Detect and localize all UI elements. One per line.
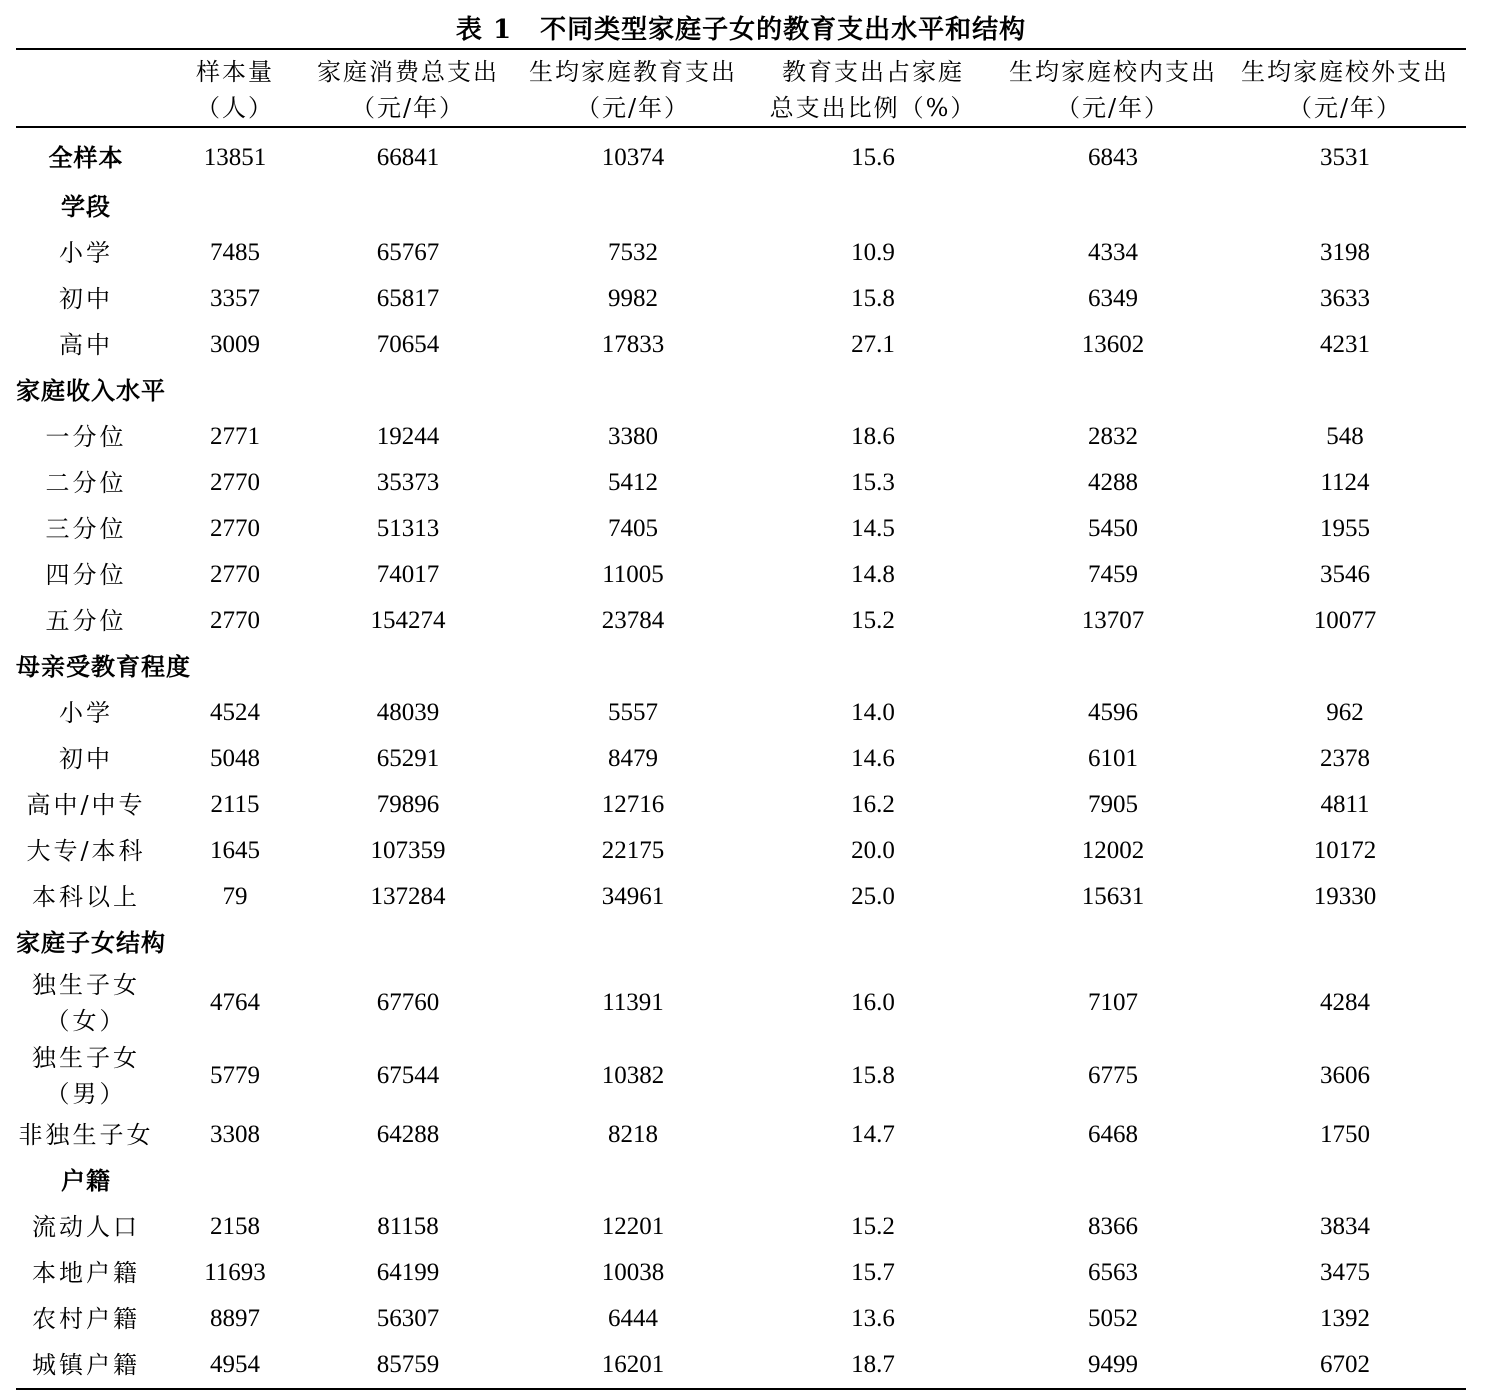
cell-education-expenditure: 10382 — [601, 1061, 665, 1089]
row-label — [16, 966, 176, 1039]
cell-in-school-expenditure: 2832 — [1088, 423, 1138, 450]
header-sample-size: 样本量 （人） — [176, 49, 294, 127]
cell-sample-size: 11693 — [204, 1259, 266, 1286]
cell-out-of-school-expenditure: 3475 — [1320, 1259, 1370, 1286]
cell-total-consumption: 70654 — [376, 331, 440, 358]
table-row — [16, 127, 1466, 184]
cell-education-share: 15.2 — [851, 607, 895, 634]
cell-education-share: 15.8 — [851, 1061, 895, 1089]
cell-education-share: 10.9 — [851, 239, 895, 266]
row-label: 小学 — [59, 239, 113, 267]
table-row — [16, 966, 1466, 1039]
header-education-expenditure: 生均家庭教育支出 （元/年） — [522, 49, 744, 127]
cell-education-expenditure: 34961 — [601, 883, 665, 910]
cell-education-share: 20.0 — [851, 837, 895, 864]
cell-total-consumption — [294, 368, 522, 414]
table-row — [16, 506, 1466, 552]
cell-education-share: 15.8 — [851, 285, 895, 312]
cell-education-share: 14.5 — [851, 515, 895, 542]
cell-total-consumption: 65767 — [376, 239, 440, 266]
cell-out-of-school-expenditure: 3834 — [1320, 1213, 1370, 1240]
cell-total-consumption: 64199 — [376, 1259, 440, 1286]
cell-in-school-expenditure: 4596 — [1088, 699, 1138, 726]
cell-total-consumption: 79896 — [376, 791, 440, 818]
cell-total-consumption: 67760 — [376, 988, 440, 1016]
cell-education-share: 13.6 — [851, 1305, 895, 1332]
cell-out-of-school-expenditure: 1392 — [1320, 1305, 1370, 1332]
cell-total-consumption: 19244 — [376, 423, 440, 450]
cell-out-of-school-expenditure: 10077 — [1313, 607, 1377, 634]
cell-in-school-expenditure: 8366 — [1088, 1213, 1138, 1240]
cell-total-consumption: 85759 — [376, 1351, 440, 1378]
header-education-share: 教育支出占家庭 总支出比例（%） — [744, 49, 1002, 127]
cell-education-share: 14.6 — [851, 745, 895, 772]
header-in-school-expenditure: 生均家庭校内支出 （元/年） — [1002, 49, 1224, 127]
section-label: 母亲受教育程度 — [16, 652, 191, 681]
table-row — [16, 874, 1466, 920]
cell-total-consumption: 66841 — [376, 144, 440, 171]
cell-education-share: 16.0 — [851, 988, 895, 1016]
cell-out-of-school-expenditure: 1124 — [1320, 469, 1370, 496]
row-label: 小学 — [59, 699, 113, 727]
cell-sample-size: 4524 — [210, 699, 260, 726]
cell-total-consumption: 81158 — [377, 1213, 439, 1240]
cell-education-expenditure: 7405 — [608, 515, 658, 542]
cell-total-consumption: 67544 — [376, 1061, 440, 1089]
cell-out-of-school-expenditure — [1224, 920, 1466, 966]
cell-education-share: 15.3 — [851, 469, 895, 496]
cell-education-expenditure: 8479 — [608, 745, 658, 772]
table-row — [16, 690, 1466, 736]
cell-total-consumption — [294, 184, 522, 230]
cell-total-consumption: 35373 — [376, 469, 440, 496]
cell-education-share: 18.7 — [851, 1351, 895, 1378]
cell-sample-size — [176, 368, 294, 414]
cell-education-expenditure — [522, 368, 744, 414]
cell-in-school-expenditure: 6468 — [1088, 1121, 1138, 1148]
cell-education-expenditure: 7532 — [608, 239, 658, 266]
section-label: 学段 — [61, 192, 111, 221]
section-label: 家庭子女结构 — [16, 928, 166, 957]
header-total-consumption: 家庭消费总支出 （元/年） — [294, 49, 522, 127]
row-label: 三分位 — [45, 515, 127, 543]
cell-total-consumption: 64288 — [376, 1121, 440, 1148]
row-label: 初中 — [59, 745, 113, 773]
cell-in-school-expenditure: 6563 — [1088, 1259, 1138, 1286]
row-label: 非独生子女 — [18, 1121, 154, 1149]
row-label-line: （男） — [45, 1079, 127, 1108]
cell-out-of-school-expenditure — [1224, 184, 1466, 230]
cell-sample-size: 2770 — [210, 469, 260, 496]
cell-out-of-school-expenditure: 3633 — [1320, 285, 1370, 312]
cell-education-expenditure: 23784 — [601, 607, 665, 634]
cell-total-consumption: 51313 — [376, 515, 440, 542]
cell-education-expenditure: 6444 — [608, 1305, 658, 1332]
cell-sample-size: 2770 — [210, 515, 260, 542]
cell-sample-size: 8897 — [210, 1305, 260, 1332]
row-label: 初中 — [59, 285, 113, 313]
cell-sample-size: 4764 — [210, 988, 260, 1016]
cell-sample-size — [176, 644, 294, 690]
row-label: 城镇户籍 — [32, 1351, 140, 1379]
cell-education-share — [744, 644, 1002, 690]
cell-out-of-school-expenditure: 2378 — [1320, 745, 1370, 772]
cell-total-consumption — [294, 920, 522, 966]
cell-education-share: 27.1 — [851, 331, 895, 358]
cell-total-consumption: 74017 — [376, 561, 440, 588]
cell-out-of-school-expenditure: 3546 — [1320, 561, 1370, 588]
table-row — [16, 736, 1466, 782]
cell-out-of-school-expenditure: 19330 — [1313, 883, 1377, 910]
table-row — [16, 1342, 1466, 1389]
cell-education-expenditure: 12201 — [601, 1213, 665, 1240]
cell-out-of-school-expenditure: 3606 — [1320, 1061, 1370, 1089]
cell-out-of-school-expenditure: 6702 — [1320, 1351, 1370, 1378]
cell-total-consumption: 137284 — [370, 883, 446, 910]
cell-education-share: 15.6 — [851, 144, 895, 171]
cell-total-consumption — [294, 644, 522, 690]
cell-education-expenditure — [522, 184, 744, 230]
cell-education-expenditure: 10374 — [601, 144, 665, 171]
row-label-line: （女） — [45, 1006, 127, 1035]
cell-in-school-expenditure: 5052 — [1088, 1305, 1138, 1332]
cell-education-share: 14.0 — [851, 699, 895, 726]
cell-in-school-expenditure: 6349 — [1088, 285, 1138, 312]
table-row — [16, 1250, 1466, 1296]
cell-education-expenditure: 10038 — [601, 1259, 665, 1286]
cell-sample-size: 3308 — [210, 1121, 260, 1148]
row-label: 高中 — [59, 331, 113, 359]
cell-in-school-expenditure: 5450 — [1088, 515, 1138, 542]
cell-in-school-expenditure: 6101 — [1088, 745, 1138, 772]
table-row — [16, 598, 1466, 644]
cell-in-school-expenditure: 7107 — [1088, 988, 1138, 1016]
row-label: 大专/本科 — [26, 837, 146, 865]
section-row — [16, 184, 1466, 230]
section-row — [16, 644, 1466, 690]
section-row — [16, 920, 1466, 966]
table-row — [16, 1039, 1466, 1112]
cell-education-share: 14.8 — [851, 561, 895, 588]
row-label: 四分位 — [45, 561, 127, 589]
cell-out-of-school-expenditure: 1750 — [1320, 1121, 1370, 1148]
cell-education-expenditure: 5557 — [608, 699, 658, 726]
cell-education-expenditure: 11391 — [602, 988, 664, 1016]
row-label: 二分位 — [45, 469, 127, 497]
cell-education-expenditure — [522, 1158, 744, 1204]
cell-out-of-school-expenditure: 4811 — [1320, 791, 1370, 818]
cell-in-school-expenditure: 4288 — [1088, 469, 1138, 496]
cell-education-expenditure: 17833 — [601, 331, 665, 358]
cell-sample-size — [176, 184, 294, 230]
row-label — [16, 1039, 176, 1112]
cell-education-expenditure: 8218 — [608, 1121, 658, 1148]
cell-in-school-expenditure — [1002, 184, 1224, 230]
cell-in-school-expenditure: 7459 — [1088, 561, 1138, 588]
cell-education-share: 25.0 — [851, 883, 895, 910]
table-page — [16, 12, 1466, 1390]
cell-out-of-school-expenditure: 3531 — [1320, 144, 1370, 171]
cell-sample-size: 2771 — [210, 423, 260, 450]
cell-out-of-school-expenditure: 3198 — [1320, 239, 1370, 266]
cell-education-share — [744, 1158, 1002, 1204]
cell-education-expenditure: 3380 — [608, 423, 658, 450]
header-stub — [16, 49, 176, 127]
cell-out-of-school-expenditure: 4231 — [1320, 331, 1370, 358]
cell-out-of-school-expenditure: 548 — [1326, 423, 1364, 450]
table-caption — [16, 12, 1466, 48]
row-label: 一分位 — [45, 423, 127, 451]
cell-in-school-expenditure: 13602 — [1081, 331, 1145, 358]
table-caption-title: 不同类型家庭子女的教育支出水平和结构 — [540, 15, 1027, 45]
cell-out-of-school-expenditure — [1224, 368, 1466, 414]
cell-education-share — [744, 920, 1002, 966]
cell-education-share: 15.7 — [851, 1259, 895, 1286]
table-row — [16, 276, 1466, 322]
cell-education-expenditure: 12716 — [601, 791, 665, 818]
row-label: 五分位 — [45, 607, 127, 635]
table-row — [16, 782, 1466, 828]
row-label: 流动人口 — [32, 1213, 140, 1241]
cell-out-of-school-expenditure: 10172 — [1313, 837, 1377, 864]
table-row — [16, 414, 1466, 460]
cell-education-share — [744, 184, 1002, 230]
cell-out-of-school-expenditure: 4284 — [1320, 988, 1370, 1016]
cell-sample-size: 5048 — [210, 745, 260, 772]
cell-total-consumption: 56307 — [376, 1305, 440, 1332]
cell-out-of-school-expenditure: 1955 — [1320, 515, 1370, 542]
row-label: 本科以上 — [32, 883, 140, 911]
cell-sample-size: 5779 — [210, 1061, 260, 1089]
table-row — [16, 322, 1466, 368]
cell-education-share — [744, 368, 1002, 414]
cell-sample-size — [176, 1158, 294, 1204]
cell-education-share: 14.7 — [851, 1121, 895, 1148]
cell-out-of-school-expenditure: 962 — [1326, 699, 1364, 726]
cell-in-school-expenditure: 15631 — [1081, 883, 1145, 910]
table-row — [16, 552, 1466, 598]
cell-sample-size: 4954 — [210, 1351, 260, 1378]
cell-education-share: 18.6 — [851, 423, 895, 450]
cell-in-school-expenditure — [1002, 644, 1224, 690]
table-row — [16, 230, 1466, 276]
table-body — [16, 127, 1466, 1389]
cell-in-school-expenditure — [1002, 920, 1224, 966]
section-row — [16, 368, 1466, 414]
cell-sample-size: 2115 — [210, 791, 260, 818]
cell-sample-size: 7485 — [210, 239, 260, 266]
cell-sample-size: 3009 — [210, 331, 260, 358]
cell-in-school-expenditure: 6843 — [1088, 144, 1138, 171]
cell-education-expenditure: 16201 — [601, 1351, 665, 1378]
section-label: 全样本 — [48, 143, 124, 172]
cell-education-expenditure: 5412 — [608, 469, 658, 496]
table-row — [16, 1204, 1466, 1250]
table-row — [16, 1112, 1466, 1158]
cell-education-expenditure: 9982 — [608, 285, 658, 312]
cell-sample-size: 3357 — [210, 285, 260, 312]
cell-total-consumption — [294, 1158, 522, 1204]
cell-total-consumption: 107359 — [370, 837, 446, 864]
cell-sample-size: 2770 — [210, 561, 260, 588]
row-label-line: 独生子女 — [32, 1043, 140, 1072]
section-label: 户籍 — [61, 1166, 111, 1195]
cell-education-expenditure: 22175 — [601, 837, 665, 864]
cell-in-school-expenditure — [1002, 1158, 1224, 1204]
cell-total-consumption: 65817 — [376, 285, 440, 312]
cell-sample-size — [176, 920, 294, 966]
cell-in-school-expenditure: 12002 — [1081, 837, 1145, 864]
cell-sample-size: 13851 — [203, 144, 267, 171]
cell-education-expenditure: 11005 — [602, 561, 664, 588]
education-expenditure-table — [16, 48, 1466, 1390]
cell-sample-size: 2158 — [210, 1213, 260, 1240]
row-label-line: 独生子女 — [32, 970, 140, 999]
cell-total-consumption: 65291 — [376, 745, 440, 772]
cell-sample-size: 79 — [222, 883, 248, 910]
cell-sample-size: 1645 — [210, 837, 260, 864]
header-out-of-school-expenditure: 生均家庭校外支出 （元/年） — [1224, 49, 1466, 127]
cell-total-consumption: 154274 — [370, 607, 446, 634]
cell-in-school-expenditure — [1002, 368, 1224, 414]
table-row — [16, 1296, 1466, 1342]
cell-sample-size: 2770 — [210, 607, 260, 634]
cell-education-share: 15.2 — [851, 1213, 895, 1240]
cell-in-school-expenditure: 9499 — [1088, 1351, 1138, 1378]
cell-education-expenditure — [522, 920, 744, 966]
row-label: 本地户籍 — [32, 1259, 140, 1287]
cell-in-school-expenditure: 13707 — [1081, 607, 1145, 634]
table-row — [16, 828, 1466, 874]
section-label: 家庭收入水平 — [16, 376, 166, 405]
cell-in-school-expenditure: 6775 — [1088, 1061, 1138, 1089]
cell-out-of-school-expenditure — [1224, 644, 1466, 690]
table-header-row — [16, 49, 1466, 127]
cell-education-expenditure — [522, 644, 744, 690]
row-label: 高中/中专 — [26, 791, 146, 819]
cell-total-consumption: 48039 — [376, 699, 440, 726]
row-label: 农村户籍 — [32, 1305, 140, 1333]
table-row — [16, 460, 1466, 506]
cell-in-school-expenditure: 4334 — [1088, 239, 1138, 266]
cell-education-share: 16.2 — [851, 791, 895, 818]
cell-in-school-expenditure: 7905 — [1088, 791, 1138, 818]
section-row — [16, 1158, 1466, 1204]
table-caption-label: 表 1 — [455, 15, 513, 45]
cell-out-of-school-expenditure — [1224, 1158, 1466, 1204]
